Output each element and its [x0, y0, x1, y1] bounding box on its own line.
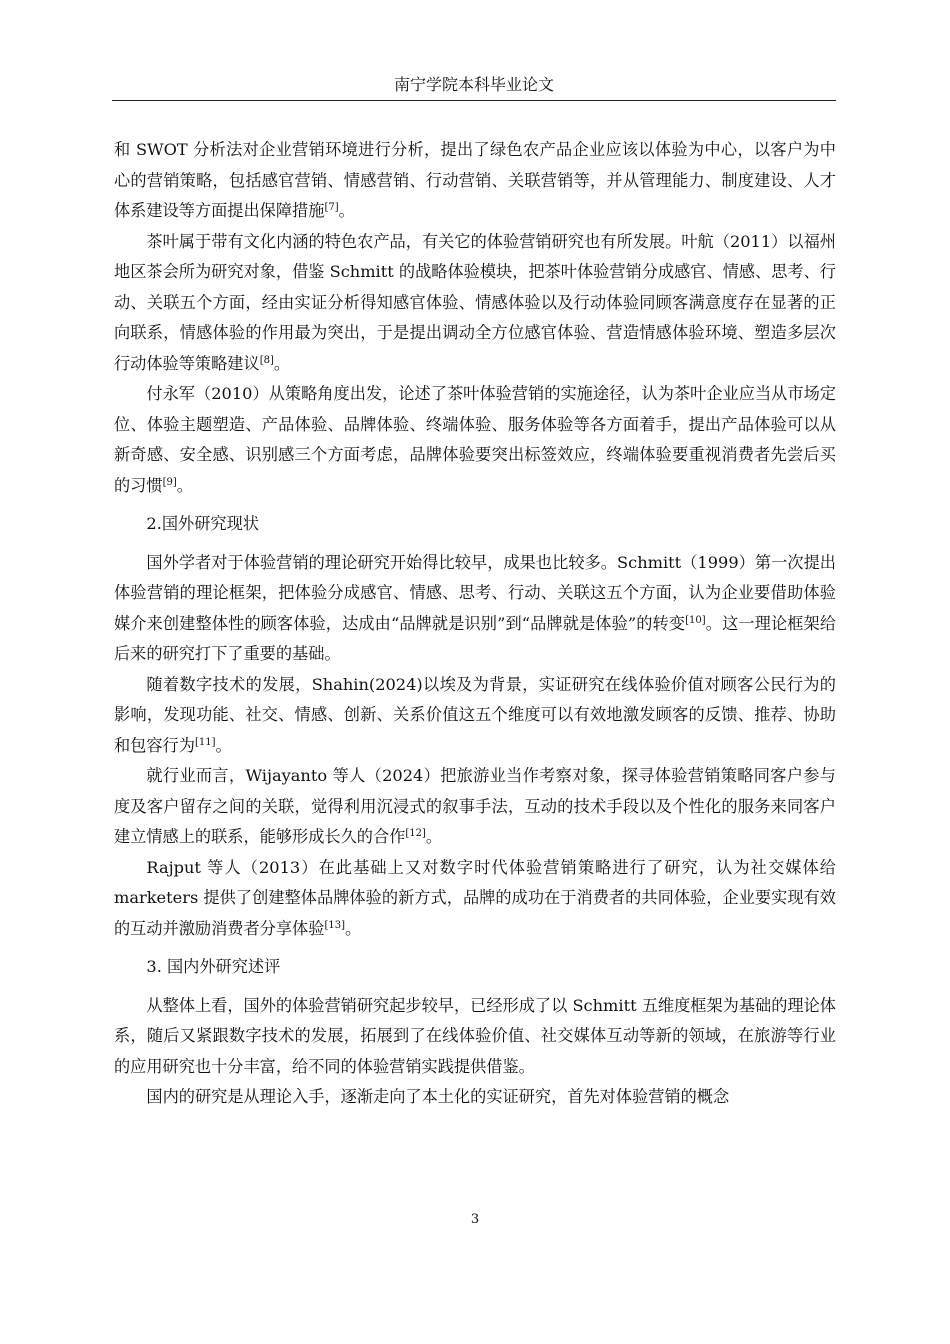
paragraph: 和 SWOT 分析法对企业营销环境进行分析，提出了绿色农产品企业应该以体验为中心，以客户为中心的营销策略，包括感官营销、情感营销、行动营销、关联营销等，并从管理能力、制度建设、人才体系建设等方面提出保障措施[7]。	[114, 140, 836, 220]
header-rule	[112, 100, 836, 101]
paragraph: 随着数字技术的发展，Shahin(2024)以埃及为背景，实证研究在线体验价值对顾客公民行为的影响，发现功能、社交、情感、创新、关系价值这五个维度可以有效地激发顾客的反馈、推荐、协助和包容行为[11]。	[114, 674, 836, 755]
section-heading: 3. 国内外研究述评	[146, 957, 281, 976]
citation-ref: [11]	[194, 736, 216, 748]
citation-ref: [8]	[259, 354, 274, 366]
citation-ref: [9]	[162, 476, 177, 488]
citation-ref: [7]	[324, 202, 339, 213]
paragraph: 国内的研究是从理论入手，逐渐走向了本土化的实证研究，首先对体验营销的概念	[146, 1087, 730, 1106]
paragraph: Rajput 等人（2013）在此基础上又对数字时代体验营销策略进行了研究，认为社交媒体给 marketers 提供了创建整体品牌体验的新方式，品牌的成功在于消费者的共同体验，企业要实现有效的互动并激励消费者分享体验[13]。	[114, 857, 836, 938]
paragraph: 付永军（2010）从策略角度出发，论述了茶叶体验营销的实施途径，认为茶叶企业应当从市场定位、体验主题塑造、产品体验、品牌体验、终端体验、服务体验等各方面着手，提出产品体验可以从新奇感、安全感、识别感三个方面考虑，品牌体验要突出标签效应，终端体验要重视消费者先尝后买的习惯[9]。	[114, 384, 836, 495]
paragraph: 茶叶属于带有文化内涵的特色农产品，有关它的体验营销研究也有所发展。叶航（2011）以福州地区茶会所为研究对象，借鉴 Schmitt 的战略体验模块，把茶叶体验营销分成感官、情感、思考、行动、关联五个方面，经由实证分析得知感官体验、情感体验以及行动体验同顾客满意度存在显著的正向联系，情感体验的作用最为突出，于是提出调动全方位感官体验、营造情感体验环境、塑造多层次行动体验等策略建议[8]。	[114, 231, 836, 373]
page-header: 南宁学院本科毕业论文	[393, 75, 554, 94]
document-body	[114, 135, 836, 1113]
section-heading: 2.国外研究现状	[146, 514, 259, 533]
citation-ref: [12]	[405, 828, 426, 839]
paragraph: 从整体上看，国外的体验营销研究起步较早，已经形成了以 Schmitt 五维度框架为基础的理论体系，随后又紧跟数字技术的发展，拓展到了在线体验价值、社交媒体互动等新的领域，在旅游等行业的应用研究也十分丰富，给不同的体验营销实践提供借鉴。	[114, 995, 836, 1076]
citation-ref: [13]	[324, 919, 345, 931]
paragraph: 国外学者对于体验营销的理论研究开始得比较早，成果也比较多。Schmitt（1999）第一次提出体验营销的理论框架，把体验分成感官、情感、思考、行动、关联这五个方面，认为企业要借助体验媒介来创建整体性的顾客体验，达成由“品牌就是识别”到“品牌就是体验”的转变[10]。这一理论框架给后来的研究打下了重要的基础。	[114, 552, 837, 663]
paragraph: 就行业而言，Wijayanto 等人（2024）把旅游业当作考察对象，探寻体验营销策略同客户参与度及客户留存之间的关联，觉得利用沉浸式的叙事手法，互动的技术手段以及个性化的服务来同客户建立情感上的联系，能够形成长久的合作[12]。	[114, 766, 836, 846]
page-number: 3	[470, 1212, 480, 1227]
citation-ref: [10]	[685, 614, 706, 626]
